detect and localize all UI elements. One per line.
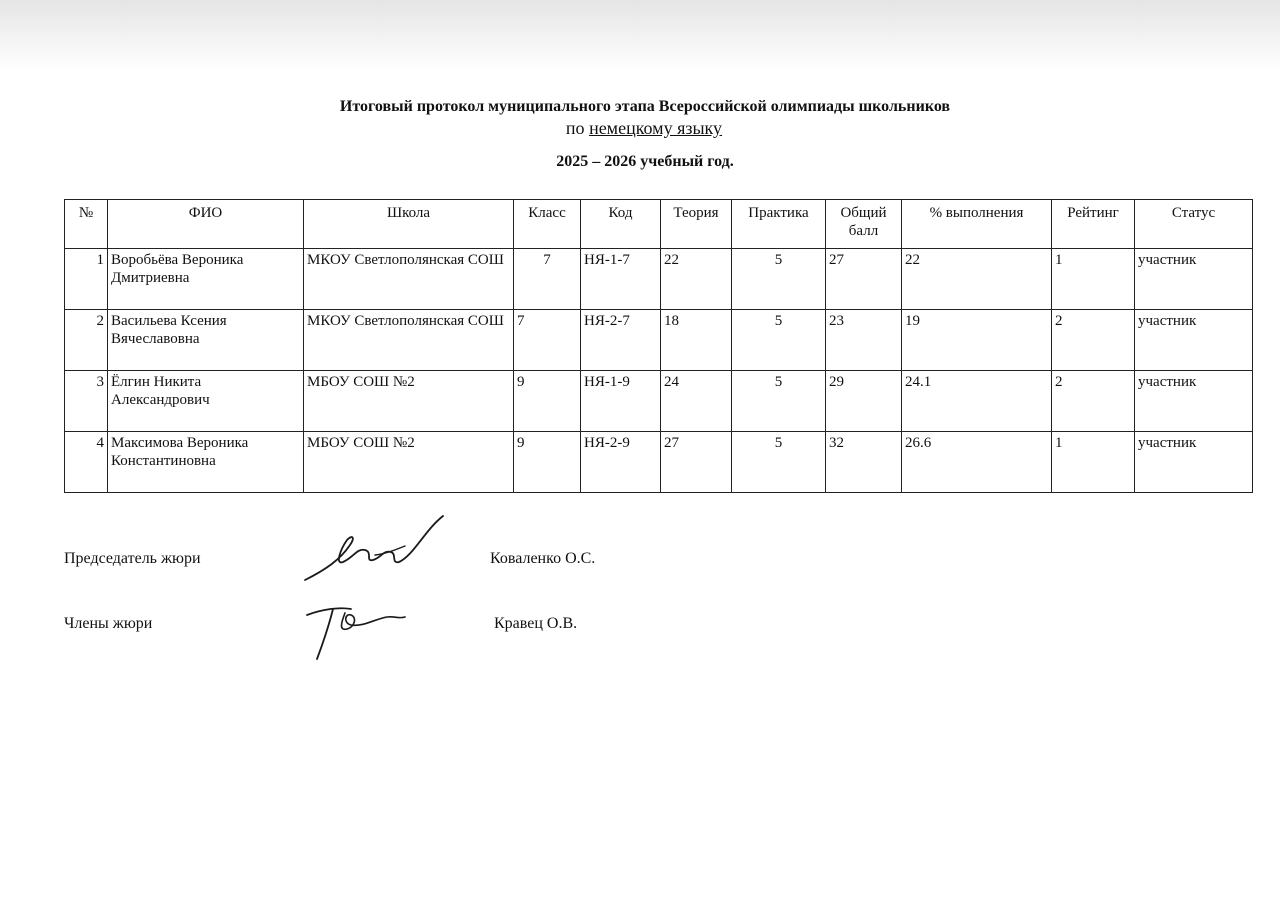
cell-total: 29 xyxy=(826,371,902,432)
cell-theory: 18 xyxy=(661,310,732,371)
col-header-school: Школа xyxy=(304,200,514,249)
subject-name: немецкому языку xyxy=(589,118,723,138)
cell-rating: 1 xyxy=(1052,249,1135,310)
cell-percent: 22 xyxy=(902,249,1052,310)
cell-rating: 2 xyxy=(1052,371,1135,432)
cell-grade: 7 xyxy=(514,249,581,310)
cell-total: 32 xyxy=(826,432,902,493)
cell-status: участник xyxy=(1135,249,1253,310)
results-table xyxy=(64,199,1253,493)
members-label: Члены жюри xyxy=(64,615,153,632)
cell-grade: 9 xyxy=(514,432,581,493)
chair-signature xyxy=(295,510,455,590)
col-header-fio: ФИО xyxy=(108,200,304,249)
document-header xyxy=(0,98,1280,171)
cell-fio: Воробьёва Вероника Дмитриевна xyxy=(108,249,304,310)
cell-theory: 24 xyxy=(661,371,732,432)
cell-practice: 5 xyxy=(732,371,826,432)
table-row xyxy=(65,432,1253,493)
document-subject xyxy=(8,118,1280,139)
cell-practice: 5 xyxy=(732,249,826,310)
chair-label: Председатель жюри xyxy=(64,550,201,567)
col-header-practice: Практика xyxy=(732,200,826,249)
cell-grade: 7 xyxy=(514,310,581,371)
col-header-total: Общий балл xyxy=(826,200,902,249)
cell-code: НЯ-2-9 xyxy=(581,432,661,493)
cell-practice: 5 xyxy=(732,432,826,493)
subject-prefix: по xyxy=(565,118,590,138)
document-title: Итоговый протокол муниципального этапа Всероссийской олимпиады школьников xyxy=(339,98,951,115)
cell-percent: 19 xyxy=(902,310,1052,371)
scan-shadow xyxy=(0,0,1280,70)
cell-num: 3 xyxy=(65,371,108,432)
cell-status: участник xyxy=(1135,310,1253,371)
col-header-grade: Класс xyxy=(514,200,581,249)
col-header-percent: % выполнения xyxy=(902,200,1052,249)
table-header-row xyxy=(65,200,1253,249)
cell-fio: Максимова Вероника Константиновна xyxy=(108,432,304,493)
cell-num: 1 xyxy=(65,249,108,310)
cell-school: МБОУ СОШ №2 xyxy=(304,432,514,493)
cell-status: участник xyxy=(1135,432,1253,493)
members-name: Кравец О.В. xyxy=(494,615,578,632)
cell-rating: 1 xyxy=(1052,432,1135,493)
cell-code: НЯ-1-9 xyxy=(581,371,661,432)
cell-fio: Ёлгин Никита Александрович xyxy=(108,371,304,432)
cell-percent: 26.6 xyxy=(902,432,1052,493)
cell-total: 23 xyxy=(826,310,902,371)
cell-practice: 5 xyxy=(732,310,826,371)
table-row xyxy=(65,249,1253,310)
col-header-num: № xyxy=(65,200,108,249)
cell-theory: 22 xyxy=(661,249,732,310)
table-row xyxy=(65,371,1253,432)
col-header-theory: Теория xyxy=(661,200,732,249)
cell-code: НЯ-2-7 xyxy=(581,310,661,371)
col-header-rating: Рейтинг xyxy=(1052,200,1135,249)
cell-school: МКОУ Светлополянская СОШ xyxy=(304,310,514,371)
chair-name: Коваленко О.С. xyxy=(490,550,596,567)
cell-num: 2 xyxy=(65,310,108,371)
table-row xyxy=(65,310,1253,371)
cell-percent: 24.1 xyxy=(902,371,1052,432)
cell-total: 27 xyxy=(826,249,902,310)
col-header-status: Статус xyxy=(1135,200,1253,249)
cell-code: НЯ-1-7 xyxy=(581,249,661,310)
cell-status: участник xyxy=(1135,371,1253,432)
col-header-code: Код xyxy=(581,200,661,249)
academic-year: 2025 – 2026 учебный год. xyxy=(556,153,734,170)
members-signature xyxy=(295,595,415,667)
cell-rating: 2 xyxy=(1052,310,1135,371)
cell-grade: 9 xyxy=(514,371,581,432)
cell-num: 4 xyxy=(65,432,108,493)
cell-theory: 27 xyxy=(661,432,732,493)
cell-school: МБОУ СОШ №2 xyxy=(304,371,514,432)
cell-school: МКОУ Светлополянская СОШ xyxy=(304,249,514,310)
cell-fio: Васильева Ксения Вячеславовна xyxy=(108,310,304,371)
